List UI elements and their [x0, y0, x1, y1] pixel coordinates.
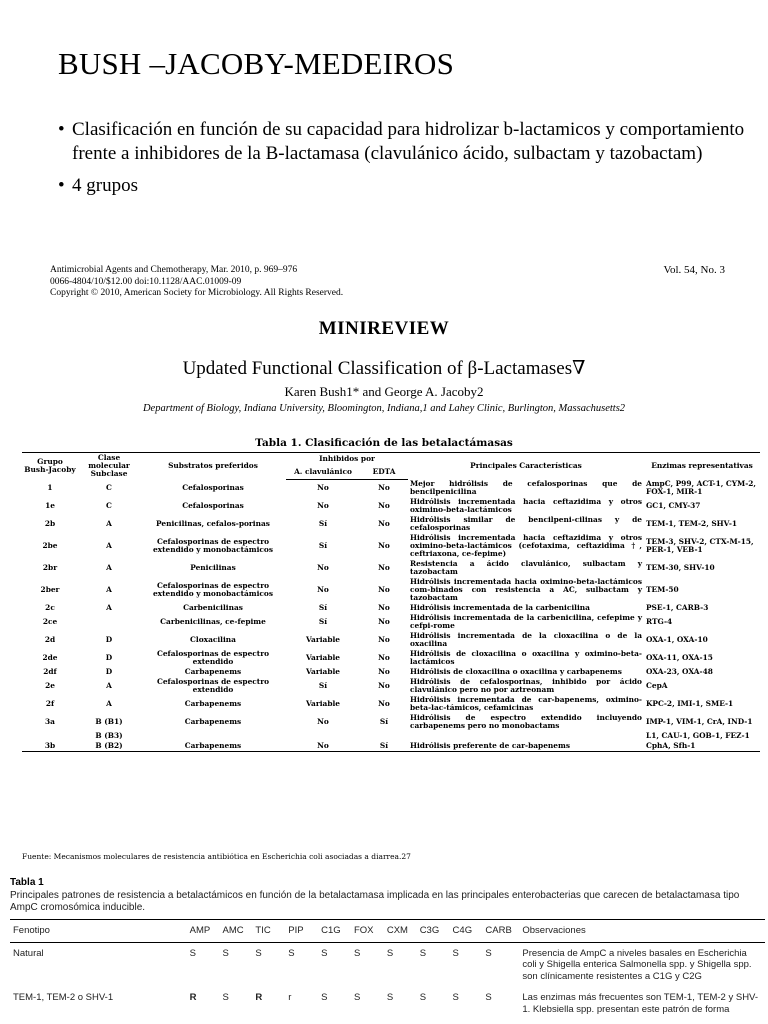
table2-body: [10, 942, 765, 1020]
cell-value: S: [386, 947, 394, 959]
cell-clav: No: [317, 501, 329, 510]
table-row: [22, 479, 760, 497]
cell-clav: Sí: [318, 541, 328, 550]
cell-clase: D: [105, 653, 113, 662]
cell-edta: No: [378, 653, 390, 662]
cell-value: R: [189, 992, 197, 1003]
table-row: [22, 649, 760, 667]
cell-clase: B (B1): [95, 717, 123, 726]
cell-desc: Hidrólisis similar de bencilpeni-cilinas y de cefalosporinas: [410, 515, 642, 532]
cell-enz: GC1, CMY-37: [646, 501, 701, 510]
table-row: [22, 515, 760, 533]
cell-grupo: 2d: [44, 635, 56, 644]
resistance-table: [10, 919, 765, 1020]
cell-value: S: [452, 992, 459, 1003]
cell-value: S: [353, 992, 361, 1003]
table-row: [22, 559, 760, 577]
table-row: [22, 741, 760, 752]
cell-edta: No: [378, 483, 390, 493]
cell-sustrato: Carbenicilinas, ce-fepime: [160, 617, 266, 626]
cell-edta: No: [378, 519, 390, 528]
cell-clav: No: [317, 563, 329, 572]
header-cell: Fenotipo: [10, 920, 187, 943]
cell-clav: No: [317, 483, 329, 493]
table-row: [22, 497, 760, 515]
cell-value: S: [288, 947, 295, 959]
cell-enz: RTG-4: [646, 617, 673, 626]
cell-value: S: [321, 992, 328, 1003]
cell-sustrato: Cefalosporinas de espectro extendido y monobactámicos: [152, 537, 274, 554]
cell-value: S: [386, 992, 394, 1003]
cell-grupo: 3a: [45, 717, 55, 726]
cell-value: r: [288, 992, 292, 1003]
cell-enz: AmpC, P99, ACT-1, CYM-2, FOX-1, MIR-1: [646, 479, 756, 496]
cell-grupo: [22, 731, 78, 741]
cell-value: S: [419, 947, 427, 959]
header-clase: Clase molecular Subclase: [78, 453, 140, 480]
header-cell: TIC: [252, 920, 285, 943]
header-inhibidos: Inhibidos por: [286, 453, 408, 466]
cell-sustrato: Cefalosporinas de espectro extendido: [156, 677, 270, 694]
cell-enz: L1, CAU-1, GOB-1, FEZ-1: [646, 731, 750, 740]
cell-grupo: 2ber: [40, 585, 60, 594]
cell-value: S: [222, 992, 229, 1003]
cell-enz: TEM-1, TEM-2, SHV-1: [646, 519, 738, 528]
cell-desc: Hidrólisis de cloxacilina o oxacilina y oximino-beta-lactámicos: [410, 649, 642, 666]
cell-clase: [78, 613, 140, 631]
cell-value: S: [419, 992, 427, 1003]
cell-sustrato: Cefalosporinas: [182, 483, 244, 492]
bullet-list: [58, 118, 748, 206]
cell-clase: C: [106, 483, 112, 492]
table1-source: Fuente: Mecanismos moleculares de resistencia antibiótica en Escherichia coli asociadas a diarrea.27: [22, 852, 411, 861]
header-cell: AMP: [187, 920, 220, 943]
cell-edta: No: [378, 603, 390, 612]
table-row: [22, 677, 760, 695]
table2-header-row: [10, 920, 765, 943]
cell-value: R: [255, 992, 263, 1003]
header-clavulanico: A. clavulánico: [286, 466, 360, 479]
cell-sustrato: [140, 731, 286, 741]
table-row: [22, 631, 760, 649]
cell-enz: CphA, Sfh-1: [644, 741, 760, 752]
cell-value: S: [353, 947, 361, 959]
cell-edta: No: [378, 541, 390, 550]
cell-clase: A: [106, 603, 112, 612]
header-cell: C1G: [318, 920, 351, 943]
cell-edta: No: [378, 635, 390, 644]
header-cell: FOX: [351, 920, 384, 943]
cell-edta: No: [378, 681, 390, 690]
cell-desc: Resistencia a ácido clavulánico, sulbactam y tazobactam: [410, 559, 642, 576]
cell-clav: Variable: [305, 699, 340, 708]
journal-line: Antimicrobial Agents and Chemotherapy, Mar. 2010, p. 969–976: [50, 265, 298, 275]
cell-clase: D: [105, 667, 113, 676]
cell-fenotipo: Natural: [13, 947, 44, 959]
table2-label: Tabla 1: [10, 877, 44, 888]
cell-desc: Hidrólisis incrementada de car-bapenems, oximino-beta-lac-támicos, cefamicinas: [410, 695, 642, 712]
cell-grupo: 2e: [45, 681, 55, 690]
cell-clav: Sí: [318, 617, 328, 626]
journal-volume: Vol. 54, No. 3: [663, 264, 725, 276]
cell-edta: No: [378, 617, 390, 626]
cell-grupo: 2be: [42, 541, 58, 550]
cell-grupo: 2de: [42, 653, 58, 662]
header-grupo: Grupo Bush-Jacoby: [22, 453, 78, 480]
header-cell: PIP: [285, 920, 318, 943]
cell-value: S: [321, 947, 328, 959]
cell-clase: A: [106, 585, 112, 594]
resistance-table-block: [0, 873, 768, 1024]
header-cell: CXM: [384, 920, 417, 943]
header-enzimas: Enzimas representativas: [644, 453, 760, 480]
cell-edta: No: [378, 501, 390, 510]
cell-grupo: 3b: [22, 741, 78, 752]
paper-affiliation: Department of Biology, Indiana University, Bloomington, Indiana,1 and Lahey Clinic, Burlington, Massachusetts2: [142, 403, 626, 414]
cell-value: S: [255, 947, 262, 959]
cell-desc: Hidrólisis incrementada de la carbenicilina: [410, 603, 590, 612]
cell-grupo: 2f: [45, 699, 55, 708]
cell-clase: A: [106, 519, 112, 528]
cell-enz: CepA: [646, 681, 668, 690]
cell-grupo: 2br: [42, 563, 58, 572]
cell-value: S: [189, 947, 197, 959]
cell-grupo: 2ce: [42, 617, 58, 626]
cell-edta: Sí: [360, 741, 408, 752]
cell-sustrato: Carbapenems: [184, 667, 242, 676]
header-sustratos: Substratos preferidos: [140, 453, 286, 480]
cell-value: S: [485, 947, 492, 959]
cell-enz: OXA-23, OXA-48: [646, 667, 713, 676]
header-caracteristicas: Principales Características: [408, 453, 644, 480]
cell-clav: Variable: [305, 635, 340, 644]
cell-enz: OXA-11, OXA-15: [646, 653, 713, 662]
table2-caption: Principales patrones de resistencia a betalactámicos en función de la betalactamasa implicada en las principales enterobacterias que carecen de betalactamasa tipo AmpC cromosómica inducible.: [10, 890, 740, 913]
section-label: MINIREVIEW: [318, 318, 450, 339]
table1-title: Tabla 1. Clasificación de las betalactámasas: [255, 437, 513, 449]
header-edta: EDTA: [360, 466, 408, 479]
cell-sustrato: Penicilinas, cefalos-porinas: [156, 519, 270, 528]
journal-line: 0066-4804/10/$12.00 doi:10.1128/AAC.01009-09: [50, 276, 242, 287]
cell-grupo: 1e: [45, 501, 55, 510]
table-row: [22, 731, 760, 741]
cell-enz: OXA-1, OXA-10: [646, 635, 708, 644]
cell-observaciones: Las enzimas más frecuentes son TEM-1, TEM-2 y SHV-1. Klebsiella spp. presentan este patrón de forma: [522, 992, 759, 1015]
header-cell: CARB: [482, 920, 519, 943]
paper-authors: Karen Bush1* and George A. Jacoby2: [284, 384, 484, 399]
cell-desc: Hidrólisis incrementada de la carbenicilina, cefepime y cefpi-rome: [410, 613, 642, 630]
cell-desc: Mejor hidrólisis de cefalosporinas que de bencilpenicilina: [410, 479, 642, 496]
cell-grupo: 1: [47, 483, 53, 492]
table-row: [22, 577, 760, 603]
cell-clase: B (B3): [95, 731, 123, 740]
cell-clav: Sí: [318, 603, 328, 612]
cell-desc: Hidrólisis incrementada hacia oximino-beta-lactámicos com-binados con resistencia a AC, sulbactam y tazobactam: [410, 577, 642, 602]
cell-desc: Hidrólisis preferente de car-bapenems: [408, 741, 644, 752]
cell-value: S: [485, 992, 492, 1003]
table-row: [22, 667, 760, 677]
bullet-item: • 4 grupos: [58, 174, 748, 198]
cell-sustrato: Cefalosporinas de espectro extendido: [156, 649, 270, 666]
cell-clav: Sí: [318, 681, 328, 690]
table-row: [22, 695, 760, 713]
cell-sustrato: Cloxacilina: [190, 635, 236, 644]
cell-value: S: [222, 947, 229, 959]
journal-header: [50, 265, 725, 301]
cell-enz: KPC-2, IMI-1, SME-1: [646, 699, 734, 708]
classification-table: [22, 452, 760, 752]
cell-desc: Hidrólisis incrementada de la cloxacilina o de la oxacilina: [410, 631, 642, 648]
cell-clase: A: [106, 563, 112, 572]
cell-sustrato: Cefalosporinas de espectro extendido y monobactámicos: [152, 581, 274, 598]
cell-clase: A: [106, 681, 112, 690]
cell-grupo: 2b: [44, 519, 56, 528]
header-cell: C4G: [450, 920, 483, 943]
cell-grupo: 2c: [45, 603, 55, 612]
cell-enz: PSE-1, CARB-3: [646, 603, 709, 612]
bullet-item: • Clasificación en función de su capacidad para hidrolizar b-lactamicos y comportamiento frente a inhibidores de la B-lactamasa (clavulánico ácido, sulbactam y tazobactam): [58, 118, 748, 166]
cell-enz: TEM-50: [646, 585, 679, 594]
cell-edta: Sí: [379, 717, 389, 726]
cell-grupo: 2df: [43, 667, 57, 676]
paper-title: Updated Functional Classification of β-Lactamases∇: [182, 358, 586, 379]
cell-clase: B (B2): [78, 741, 140, 752]
cell-edta: No: [378, 667, 390, 676]
cell-value: S: [452, 947, 459, 959]
cell-sustrato: Penicilinas: [190, 563, 236, 572]
cell-desc: Hidrólisis incrementada hacia ceftazidima y otros oximino-beta-lactámicos: [410, 497, 642, 514]
cell-fenotipo: TEM-1, TEM-2 o SHV-1: [13, 992, 114, 1003]
journal-citation: [50, 265, 343, 300]
cell-clase: A: [106, 699, 112, 708]
cell-clav: Variable: [305, 667, 340, 676]
cell-clav: No: [286, 741, 360, 752]
cell-clav: Sí: [318, 519, 328, 528]
cell-clav: [286, 731, 360, 741]
table-row: [22, 613, 760, 631]
cell-sustrato: Carbapenems: [184, 699, 242, 708]
cell-edta: [360, 731, 408, 741]
cell-desc: Hidrólisis de espectro extendido incluyendo carbapenems pero no monobactams: [410, 713, 642, 730]
cell-clav: Variable: [305, 653, 340, 662]
cell-edta: No: [378, 585, 390, 594]
table-row: [10, 987, 765, 1020]
cell-desc: [408, 731, 644, 741]
cell-sustrato: Carbenicilinas: [183, 603, 243, 612]
header-cell: Observaciones: [519, 920, 765, 943]
cell-sustrato: Carbapenems: [140, 741, 286, 752]
cell-enz: TEM-3, SHV-2, CTX-M-15, PER-1, VEB-1: [646, 537, 754, 554]
table-row: [22, 603, 760, 613]
cell-desc: Hidrólisis de cefalosporinas, inhibido por ácido clavulánico pero no por aztreonam: [410, 677, 642, 694]
cell-clase: A: [106, 541, 112, 550]
journal-line: Copyright © 2010, American Society for Microbiology. All Rights Reserved.: [50, 288, 344, 298]
table-row: [22, 533, 760, 559]
cell-desc: Hidrólisis de cloxacilina o oxacilina y carbapenems: [410, 667, 622, 676]
cell-enz: TEM-30, SHV-10: [646, 563, 715, 572]
header-cell: C3G: [417, 920, 450, 943]
cell-clav: No: [317, 585, 329, 594]
cell-desc: Hidrólisis incrementada hacia ceftazidima y otros oximino-beta-lactámicos (cefotaxima, ceftazidima †, ceftriaxona, ce-fepime): [410, 533, 642, 558]
table-row: [10, 942, 765, 987]
cell-sustrato: Cefalosporinas: [182, 501, 244, 510]
cell-clase: D: [105, 635, 113, 644]
cell-observaciones: Presencia de AmpC a niveles basales en Escherichia coli y Shigella enterica Salmonella spp. y Shigella spp. son clínicamente resistentes a C1G y C2G: [522, 947, 752, 982]
cell-clav: No: [317, 717, 329, 726]
cell-sustrato: Carbapenems: [184, 717, 242, 726]
cell-enz: IMP-1, VIM-1, CrA, IND-1: [646, 717, 753, 726]
header-cell: AMC: [220, 920, 253, 943]
slide-title: BUSH –JACOBY-MEDEIROS: [58, 46, 455, 81]
cell-clase: C: [106, 501, 112, 510]
cell-edta: No: [378, 563, 390, 572]
table-row: [22, 713, 760, 731]
cell-edta: No: [378, 699, 390, 708]
table1-body: [22, 479, 760, 752]
